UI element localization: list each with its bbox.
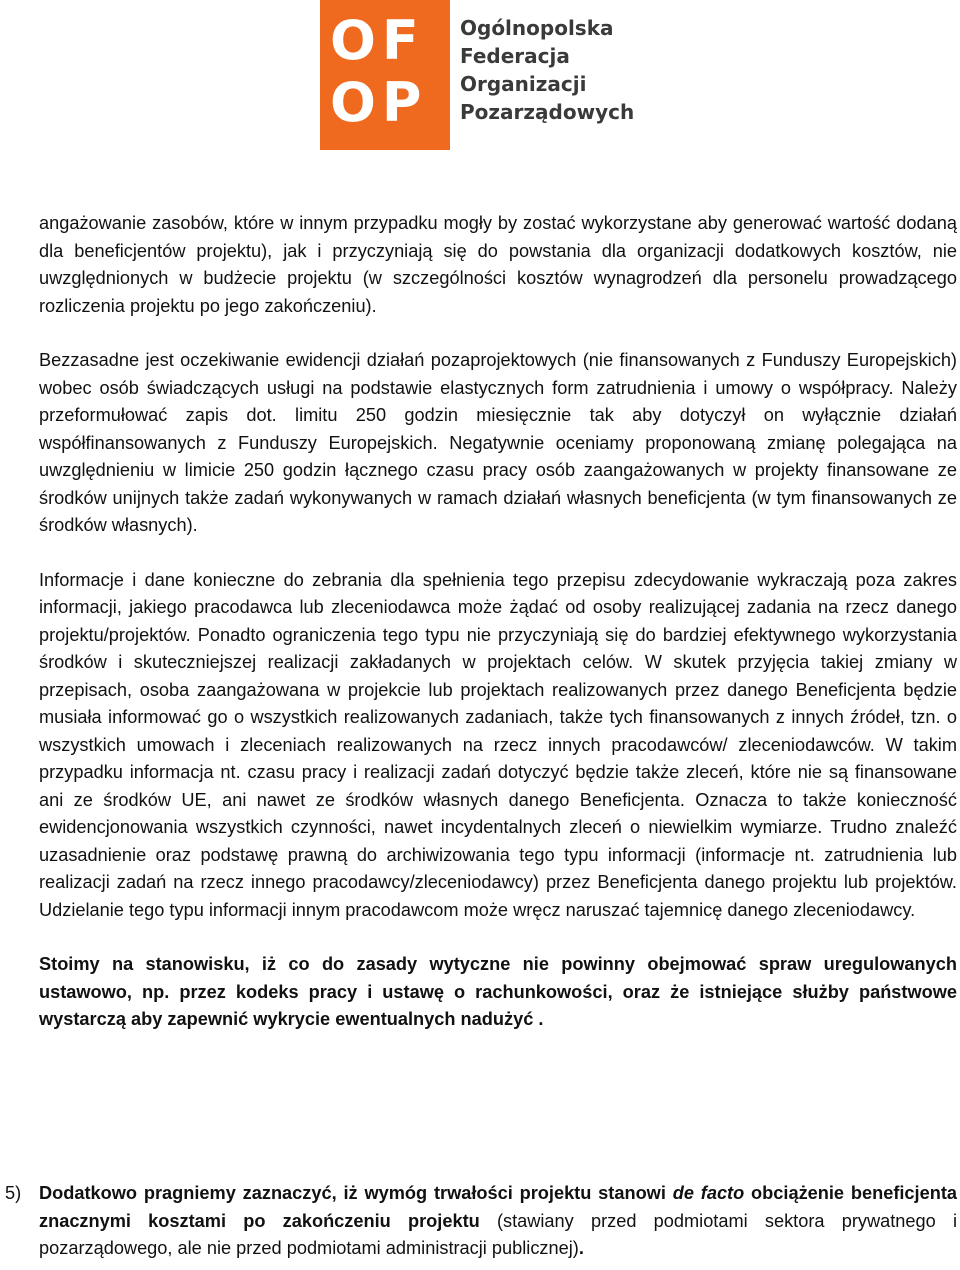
logo-mark-line-2: OP (330, 71, 428, 134)
item-5-bold-a: Dodatkowo pragniemy zaznaczyć, iż wymóg trwałości projektu stanowi (39, 1183, 673, 1203)
logo-word-3: Organizacji (460, 72, 587, 96)
paragraph-4-bold: Stoimy na stanowisku, iż co do zasady wytyczne nie powinny obejmować spraw uregulowanych ustawowo, np. przez kodeks pracy i ustawę o rachunkowości, oraz że istniejące służby państwowe wystarczą aby zapewnić wykrycie ewentualnych nadużyć . (39, 954, 957, 1029)
numbered-item-5 (5, 1180, 958, 1263)
logo-word-1: Ogólnopolska (460, 16, 614, 40)
item-5-italic: de facto (672, 1183, 745, 1203)
item-5-normal: (stawiany przed podmiotami sektora prywatnego i pozarządowego, ale nie przed podmiotami administracji publicznej) (39, 1210, 957, 1258)
logo-words (460, 14, 634, 126)
item-5-bold-b: obciążenie beneficjenta znacznymi kosztami po zakończeniu projektu (39, 1183, 958, 1231)
logo-mark-line-1: OF (330, 9, 425, 72)
paragraph-1: angażowanie zasobów, które w innym przypadku mogły by zostać wykorzystane aby generować wartość dodaną dla beneficjentów projektu), jak i przyczyniają się do powstania dla organizacji dodatkowych kosztów, nie uwzględnionych w budżecie projektu (w szczególności kosztów wynagrodzeń dla personelu prowadzącego rozliczenia projektu po jego zakończeniu). (39, 213, 957, 316)
paragraph-3: Informacje i dane konieczne do zebrania dla spełnienia tego przepisu zdecydowanie wykraczają poza zakres informacji, jakiego pracodawca lub zleceniodawca może żądać od osoby realizującej zadania na rzecz danego projektu/projektów. Ponadto ograniczenia tego typu nie przyczyniają się do bardziej efektywnego wykorzystania środków i skuteczniejszej realizacji zakładanych w projektach celów. W skutek przyjęcia takiej zmiany w przepisach, osoba zaangażowana w projekcie lub projektach realizowanych przez danego Beneficjenta będzie musiała informować go o wszystkich realizowanych zadaniach, także tych finansowanych z innych źródeł, tzn. o wszystkich umowach i zleceniach realizowanych na rzecz innych pracodawców/ zleceniodawców. W takim przypadku informacja nt. czasu pracy i realizacji zadań dotyczyć będzie także zleceń, które nie są finansowane ani ze środków UE, ani nawet ze środków własnych danego Beneficjenta. Oznacza to także konieczność ewidencjonowania wszystkich czynności, nawet incydentalnych zleceń o niewielkim wymiarze. Trudno znaleźć uzasadnienie oraz podstawę prawną do archiwizowania tego typu informacji (informacje nt. zatrudnienia lub realizacji zadań na rzecz innego pracodawcy/zleceniodawcy) przez Beneficjenta danego projektu lub projektów. Udzielanie tego typu informacji innym pracodawcom może wręcz naruszać tajemnicę danego zleceniodawcy. (39, 569, 957, 920)
item-number: 5) (5, 1183, 22, 1203)
logo-word-4: Pozarządowych (460, 100, 635, 124)
ofop-logo (320, 0, 635, 150)
item-5-end: . (578, 1238, 584, 1258)
item-5-text (39, 1180, 957, 1263)
paragraph-2: Bezzasadne jest oczekiwanie ewidencji działań pozaprojektowych (nie finansowanych z Funduszy Europejskich) wobec osób świadczących usługi na podstawie elastycznych form zatrudnienia i umowy o współpracy. Należy przeformułować zapis dot. limitu 250 godzin miesięcznie tak aby dotyczył on wyłącznie działań współfinansowanych z Funduszy Europejskich. Negatywnie oceniamy proponowaną zmianę polegająca na uwzględnieniu w limicie 250 godzin łącznego czasu pracy osób zaangażowanych w projekty finansowane ze środków unijnych także zadań wykonywanych w ramach działań własnych beneficjenta (w tym finansowanych ze środków własnych). (39, 350, 957, 535)
document-body (5, 210, 958, 1258)
logo-word-2: Federacja (460, 44, 570, 68)
ofop-logo-mark (320, 0, 450, 150)
